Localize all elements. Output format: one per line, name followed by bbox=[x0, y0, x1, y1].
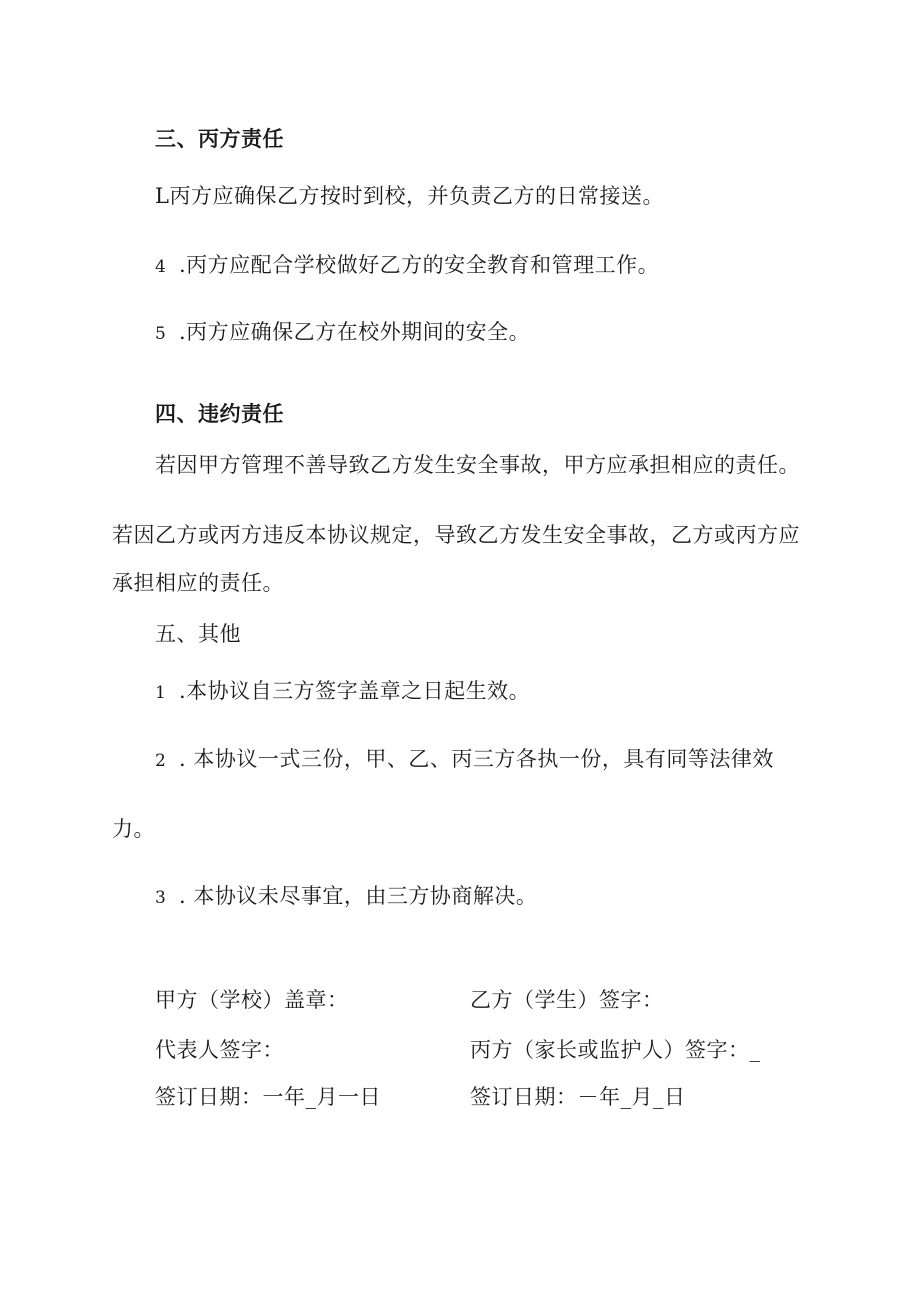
item-number: 4 bbox=[155, 257, 167, 277]
section-4-heading: 四、违约责任 bbox=[155, 402, 284, 426]
item-text: .本协议自三方签字盖章之日起生效。 bbox=[179, 679, 531, 703]
item-text: . 本协议一式三份，甲、乙、丙三方各执一份，具有同等法律效 bbox=[179, 747, 774, 771]
list-item bbox=[155, 251, 659, 281]
list-item bbox=[155, 677, 530, 707]
list-item bbox=[155, 882, 537, 912]
list-item bbox=[155, 182, 664, 210]
paragraph: 若因甲方管理不善导致乙方发生安全事故，甲方应承担相应的责任。 bbox=[155, 453, 800, 477]
item-text: . 本协议未尽事宜，由三方协商解决。 bbox=[179, 884, 538, 908]
item-text: .丙方应配合学校做好乙方的安全教育和管理工作。 bbox=[179, 253, 660, 277]
party-a-seal-label: 甲方（学校）盖章： bbox=[155, 988, 349, 1012]
paragraph-continuation: 力。 bbox=[112, 817, 155, 841]
item-number: 1 bbox=[155, 683, 167, 703]
representative-sign-label: 代表人签字： bbox=[155, 1038, 284, 1062]
section-3-heading: 三、丙方责任 bbox=[155, 127, 284, 151]
item-number: L bbox=[155, 184, 170, 208]
item-text: 丙方应确保乙方按时到校，并负责乙方的日常接送。 bbox=[169, 184, 664, 208]
party-b-sign-label: 乙方（学生）签字： bbox=[470, 988, 664, 1012]
sign-date-left: 签订日期：一年_月一日 bbox=[155, 1085, 381, 1109]
item-number: 2 bbox=[155, 751, 167, 771]
list-item bbox=[155, 318, 530, 348]
item-number: 3 bbox=[155, 888, 167, 908]
sign-date-right: 签订日期：－年_月_日 bbox=[470, 1085, 686, 1109]
item-text: .丙方应确保乙方在校外期间的安全。 bbox=[179, 320, 531, 344]
item-number: 5 bbox=[155, 324, 167, 344]
paragraph-continuation: 承担相应的责任。 bbox=[112, 571, 284, 595]
paragraph: 若因乙方或丙方违反本协议规定，导致乙方发生安全事故，乙方或丙方应 bbox=[112, 523, 800, 547]
party-c-sign-label: 丙方（家长或监护人）签字：_ bbox=[470, 1038, 761, 1062]
list-item bbox=[155, 745, 774, 775]
section-5-heading: 五、其他 bbox=[155, 622, 241, 646]
